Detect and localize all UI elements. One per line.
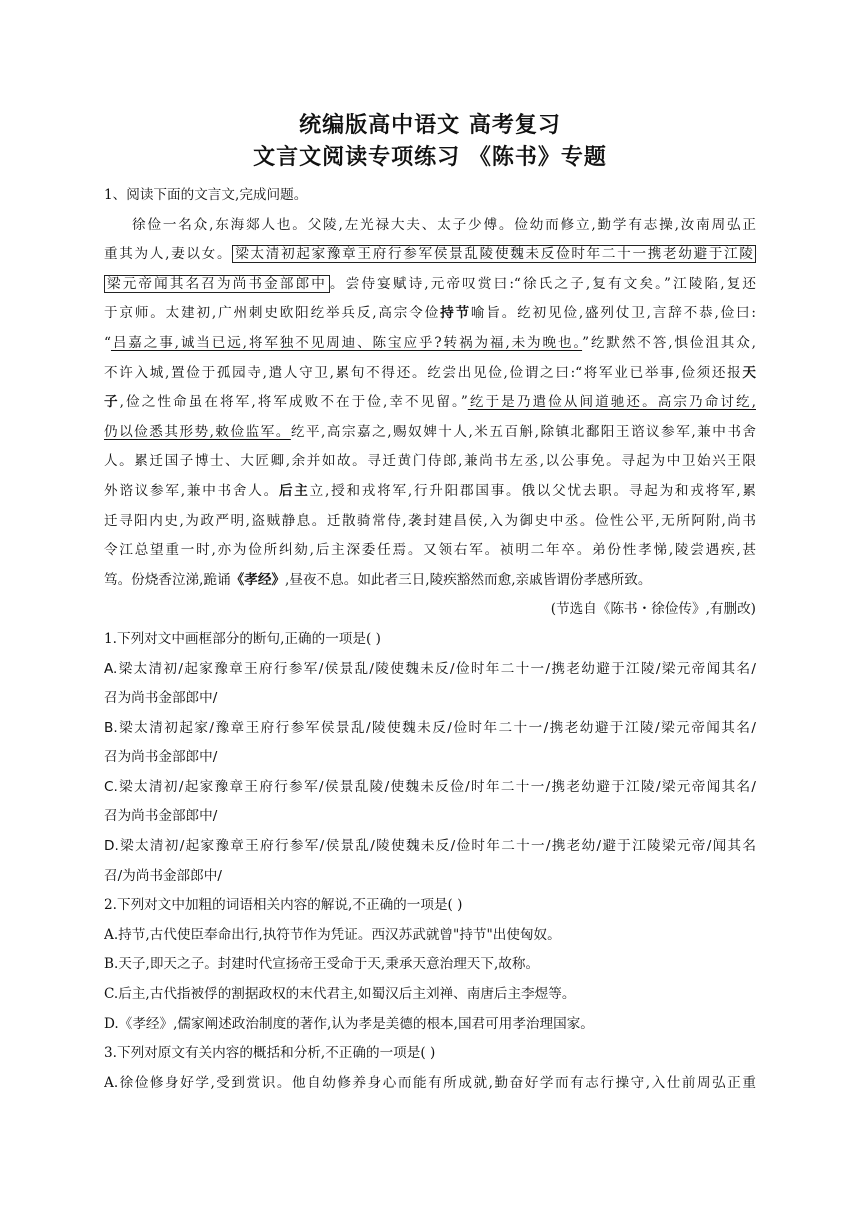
underlined-sentence: 吕嘉之事,诚当已远,将军独不见周迪、陈宝应乎?转祸为福,未为晚也。 bbox=[110, 334, 583, 351]
option-b-cont: 召为尚书金部郎中/ bbox=[104, 749, 218, 766]
option-b: B.天子,即天之子。封建时代宣扬帝王受命于天,秉承天意治理天下,故称。 bbox=[104, 956, 540, 973]
passage-line bbox=[104, 388, 756, 418]
option-a: A.徐俭修身好学,受到赏识。他自幼修养身心而能有所成就,勤奋好学而有志行操守,入仕前周弘正重 bbox=[104, 1074, 756, 1091]
passage-text: 喻旨。纥初见俭,盛列仗卫,言辞不恭,俭曰: bbox=[470, 305, 756, 322]
option-c-cont: 召为尚书金部郎中/ bbox=[104, 808, 218, 825]
passage-line: 迁寻阳内史,为政严明,盗贼静息。迁散骑常侍,袭封建昌侯,入为御史中丞。俭性公平,无所阿附,尚书 bbox=[104, 512, 756, 529]
passage-line: 令江总望重一时,亦为俭所纠劾,后主深委任焉。又领右军。祯明二年卒。弟份性孝悌,陵尝遇疾,甚 bbox=[104, 542, 756, 559]
passage-text: 不许入城,置俭于孤园寺,遣人守卫,累旬不得还。纥尝出见俭,俭谓之曰:“将军业已举事,俭须还报 bbox=[104, 364, 743, 381]
option-c: C.梁太清初/起家豫章王府行参军/侯景乱陵/使魏未反俭/时年二十一/携老幼避于江陵/梁元帝闻其名/ bbox=[104, 778, 756, 795]
question-intro: 1、阅读下面的文言文,完成问题。 bbox=[104, 187, 308, 203]
option-a: A.梁太清初/起家豫章王府行参军/侯景乱/陵使魏未反/俭时年二十一/携老幼避于江陵/梁元帝闻其名/ bbox=[104, 660, 756, 677]
question-stem: 1.下列对文中画框部分的断句,正确的一项是( ) bbox=[104, 630, 381, 647]
question-2 bbox=[104, 891, 756, 1039]
document-title: 统编版高中语文 高考复习 bbox=[299, 112, 561, 138]
passage-text: 纥平,高宗嘉之,赐奴婢十人,米五百斛,除镇北鄱阳王谘议参军,兼中书舍 bbox=[290, 423, 756, 440]
bold-term: 天 bbox=[742, 364, 756, 381]
option-c: C.后主,古代指被俘的割据政权的末代君主,如蜀汉后主刘禅、南唐后主李煜等。 bbox=[104, 986, 576, 1003]
passage-text: ,俭之性命虽在将军,将军成败不在于俭,幸不见留。” bbox=[119, 394, 468, 411]
option-a: A.持节,古代使臣奉命出行,执符节作为凭证。西汉苏武就曾"持节"出使匈奴。 bbox=[104, 926, 561, 943]
passage-text: 外谘议参军,兼中书舍人。 bbox=[104, 482, 279, 499]
bold-term: 后主 bbox=[278, 482, 310, 499]
passage-text: 笃。份烧香泣涕,跪诵 bbox=[104, 571, 231, 588]
passage bbox=[104, 211, 756, 625]
option-d: D.梁太清初/起家豫章王府行参军/侯景乱/陵使魏未反/俭时年二十一/携老幼/避于江陵梁元帝/闻其名 bbox=[104, 838, 756, 855]
passage-line bbox=[104, 240, 756, 270]
underlined-sentence: 纥于是乃遣俭从间道驰还。高宗乃命讨纥, bbox=[467, 394, 756, 411]
passage-text: “ bbox=[104, 334, 111, 351]
passage-text: 于京师。太建初,广州刺史欧阳纥举兵反,高宗令俭 bbox=[104, 305, 441, 322]
boxed-text: 梁元帝闻其名召为尚书金部郎中 bbox=[104, 275, 330, 293]
question-1 bbox=[104, 625, 756, 891]
boxed-text: 梁太清初起家豫章王府行参军侯景乱陵使魏未反俭时年二十一携老幼避于江陵 bbox=[232, 245, 756, 263]
passage-text: 立,授和戎将军,行升阳郡国事。俄以父忧去职。寻起为和戎将军,累 bbox=[309, 482, 756, 499]
passage-line bbox=[104, 329, 756, 359]
passage-text: ,昼夜不息。如此者三日,陵疾豁然而愈,亲戚皆谓份孝感所致。 bbox=[285, 571, 652, 588]
option-a-cont: 召为尚书金部郎中/ bbox=[104, 690, 218, 707]
passage-line bbox=[104, 418, 756, 448]
document-body bbox=[104, 181, 756, 1098]
document-subtitle: 文言文阅读专项练习 《陈书》专题 bbox=[253, 144, 607, 170]
passage-line bbox=[104, 359, 756, 389]
passage-line bbox=[104, 299, 756, 329]
option-d-cont: 召/为尚书金部郎中/ bbox=[104, 867, 222, 884]
passage-line: 人。累迁国子博士、大匠卿,余并如故。寻迁黄门侍郎,兼尚书左丞,以公事免。寻起为中卫始兴王限 bbox=[104, 453, 756, 470]
passage-line: 徐俭一名众,东海郯人也。父陵,左光禄大夫、太子少傅。俭幼而修立,勤学有志操,汝南周弘正 bbox=[132, 216, 756, 233]
passage-source: (节选自《陈书・徐俭传》,有删改) bbox=[550, 601, 756, 618]
bold-term: 《孝经》 bbox=[230, 571, 286, 588]
option-b: B.梁太清初起家/豫章王府行参军侯景乱/陵使魏未反/俭时年二十一/携老幼避于江陵/梁元帝闻其名/ bbox=[104, 719, 756, 736]
passage-text: 重其为人,妻以女。 bbox=[104, 246, 233, 263]
underlined-sentence: 仍以俭悉其形势,敕俭监军。 bbox=[104, 423, 291, 440]
passage-line bbox=[104, 270, 756, 300]
option-d: D.《孝经》,儒家阐述政治制度的著作,认为孝是美德的根本,国君可用孝治理国家。 bbox=[104, 1015, 594, 1032]
passage-line bbox=[104, 477, 756, 507]
bold-term: 持节 bbox=[440, 305, 471, 322]
question-3 bbox=[104, 1039, 756, 1098]
question-stem: 3.下列对原文有关内容的概括和分析,不正确的一项是( ) bbox=[104, 1045, 436, 1062]
passage-text: ”纥默然不答,惧俭沮其众, bbox=[582, 334, 756, 351]
bold-term: 子 bbox=[104, 394, 120, 411]
passage-line bbox=[104, 566, 756, 596]
question-stem: 2.下列对文中加粗的词语相关内容的解说,不正确的一项是( ) bbox=[104, 897, 463, 914]
passage-text: 。尝侍宴赋诗,元帝叹赏曰:“徐氏之子,复有文矣。”江陵陷,复还 bbox=[330, 275, 756, 292]
